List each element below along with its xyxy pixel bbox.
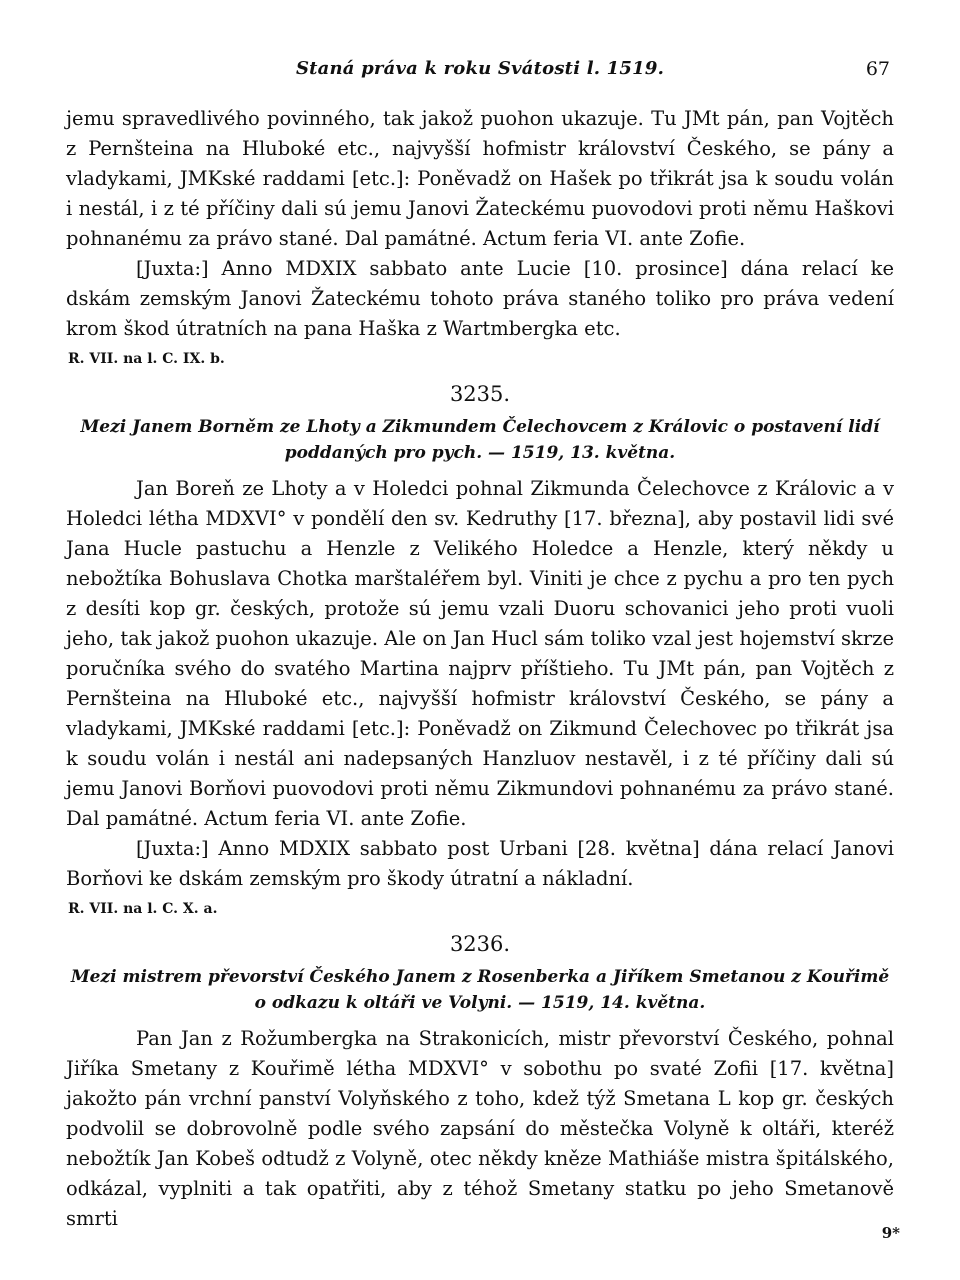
paragraph-juxta-2: [Juxta:] Anno MDXIX sabbato post Urbani [28. května] dána relací Janovi Borňovi ke dskám zemským pro škody útratní a nákladní. [66,837,894,890]
signature-mark: 9* [881,1224,900,1242]
archive-reference-2: R. VII. na l. C. X. a. [68,901,218,917]
paragraph-entry-3235: Jan Boreň ze Lhoty a v Holedci pohnal Zikmunda Čelechovce z Královic a v Holedci létha MDXVI° v pondělí den sv. Kedruthy [17. března], aby postavil lidi své Jana Hucle pastuchu a Henzle z Velikého Holedce a Henzle, který někdy u nebožtíka Bohuslava Chotka marštaléřem byl. Viniti je chce z pychu a pro ten pych z desíti kop gr. českých, protože sú jemu vzali Duoru schovanici jeho proti vuoli jeho, tak jakož puohon ukazuje. Ale on Jan Hucl sám toliko vzal jest hojemství skrze poručníka svého do svatého Martina najprv příštieho. Tu JMt pán, pan Vojtěch z Pernšteina na Hluboké etc., najvyšší hofmistr království Českého, se pány a vladykami, JMKské raddami [etc.]: Poněvadž on Zikmund Čelechovec po třikrát jsa k soudu volán i nestál ani nadepsaných Hanzluov nestavěl, i z té příčiny dali sú jemu Janovi Borňovi puovodovi proti němu Zikmundovi pohnanému za právo stané. Dal památné. Actum feria VI. ante Zofie. [66,477,894,830]
running-title: Staná práva k roku Svátosti l. 1519. [295,58,665,79]
entry-number-3236: 3236. [449,932,511,956]
running-head [66,58,894,88]
archive-reference-1: R. VII. na l. C. IX. b. [68,351,225,367]
paragraph-entry-3236: Pan Jan z Rožumbergka na Strakonicích, mistr převorství Českého, pohnal Jiříka Smetany z Kouřimě létha MDXVI° v sobothu po svaté Zofii [17. května] jakožto pán vrchní panství Volyňského z toho, kdež týž Smetana L kop gr. českých podvolil se dobrovolně podle svého zapsání do městečka Volyně k oltáři, kteréž nebožtík Jan Kobeš odtudž z Volyně, otec někdy kněze Mathiáše mistra špitálského, odkázal, vyplniti a tak opatřiti, aby z téhož Smetany statku po jeho Smetanově smrti [66,1027,894,1230]
paragraph-continuation: jemu spravedlivého povinného, tak jakož puohon ukazuje. Tu JMt pán, pan Vojtěch z Pernšteina na Hluboké etc., najvyšší hofmistr království Českého, se pány a vladykami, JMKské raddami [etc.]: Poněvadž on Hašek po třikrát jsa k soudu volán i nestál, i z té příčiny dali sú jemu Janovi Žateckému puovodovi proti němu Haškovi pohnanému za právo stané. Dal památné. Actum feria VI. ante Zofie. [66,107,894,250]
entry-summary-3236: Mezi mistrem převorství Českého Janem z Rosenberka a Jiříkem Smetanou z Kouřimě o odkazu k oltáři ve Volyni. — 1519, 14. května. [70,967,890,1013]
entry-summary-3235: Mezi Janem Borněm ze Lhoty a Zikmundem Čelechovcem z Královic o postavení lidí poddaných pro pych. — 1519, 13. května. [80,417,880,463]
page-number: 67 [865,58,890,80]
paragraph-juxta-1: [Juxta:] Anno MDXIX sabbato ante Lucie [10. prosince] dána relací ke dskám zemským Janovi Žateckému tohoto práva staného toliko pro práva vedení krom škod útratních na pana Haška z Wartmbergka etc. [66,257,894,340]
entry-number-3235: 3235. [449,382,511,406]
